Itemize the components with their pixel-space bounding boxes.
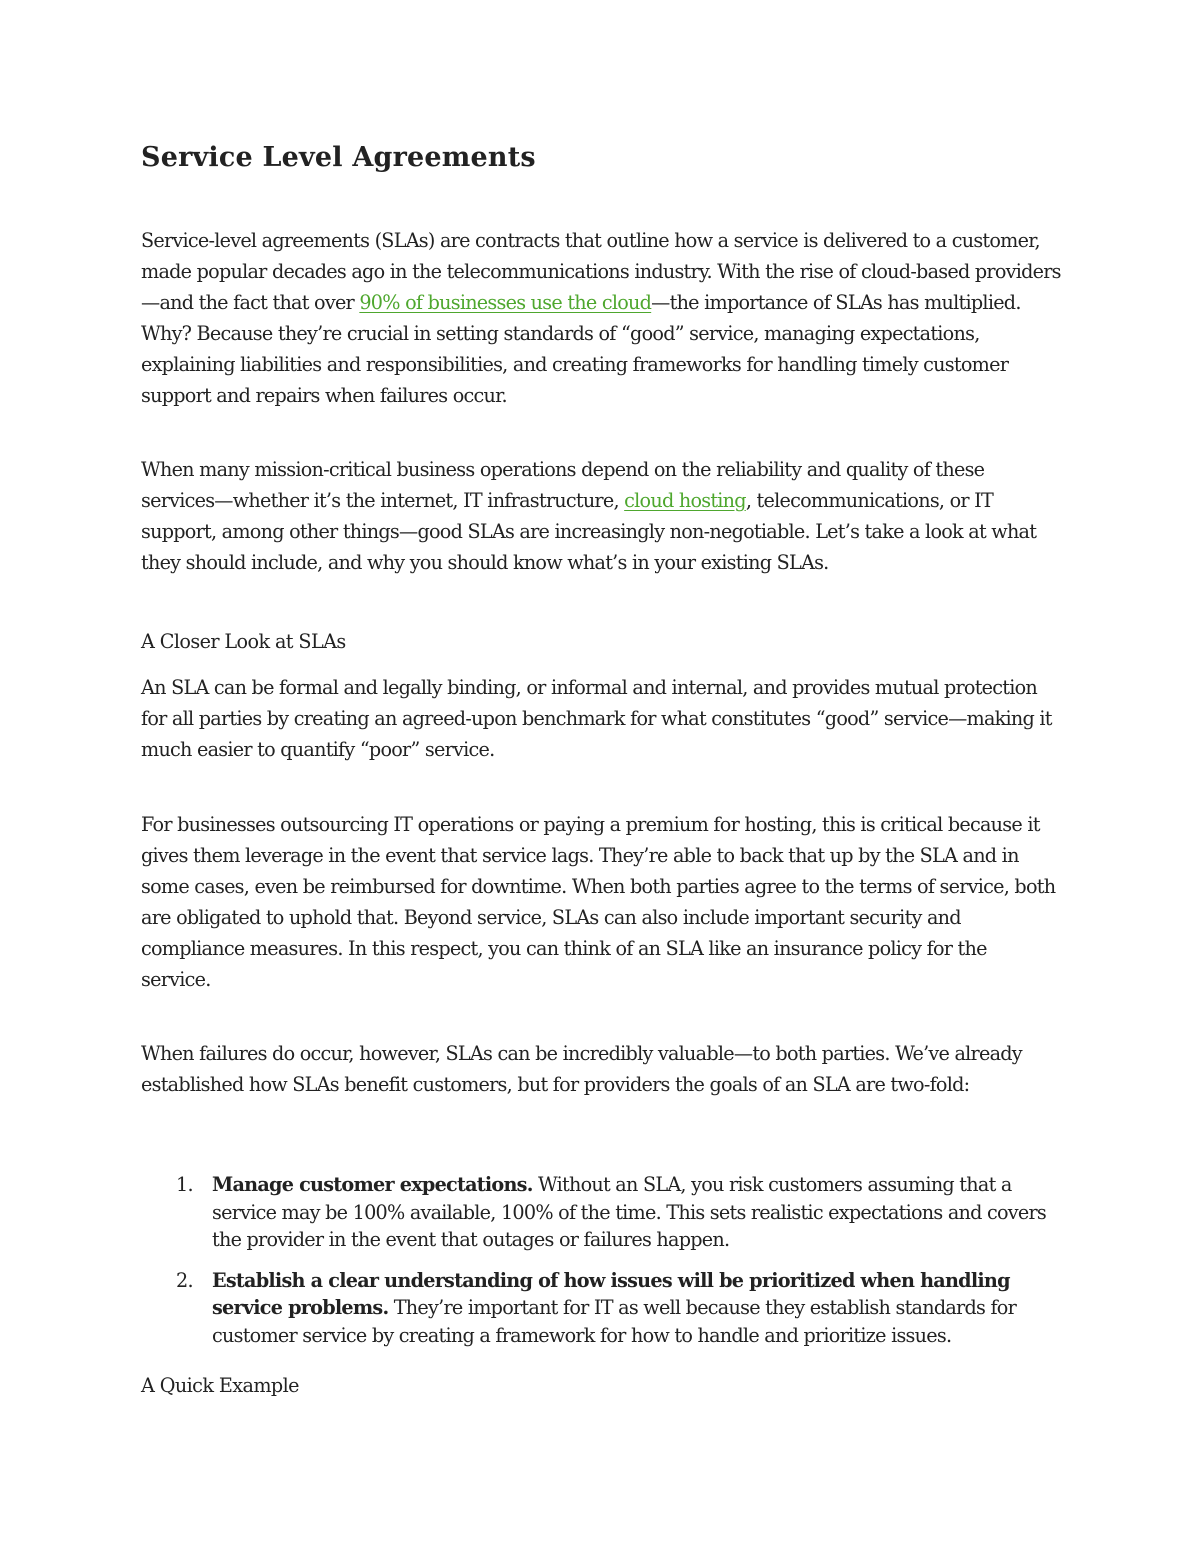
list-item-text: Without an SLA, you risk customers assuming that a service may be 100% available, 100% of the time. This sets realistic expectations and covers the provider in the event that outages or failures happen. [212, 1173, 1047, 1251]
section1-paragraph-3: When failures do occur, however, SLAs can be incredibly valuable—to both parties. We’ve already established how SLAs benefit customers, but for providers the goals of an SLA are two-fold: [141, 1042, 1022, 1096]
intro-paragraph-1 [141, 225, 1061, 411]
list-item-bold-lead: Manage customer expectations. [212, 1173, 533, 1196]
intro-p1-text-before: Service-level agreements (SLAs) are contracts that outline how a service is delivered to a customer, made popular decades ago in the telecommunications industry. With the rise of cloud-based providers—and the fact that over [141, 229, 1061, 314]
intro-p2-text-before: When many mission-critical business operations depend on the reliability and quality of these services—whether it’s the internet, IT infrastructure, [141, 458, 985, 512]
list-item-number: 1. [176, 1173, 193, 1196]
intro-paragraph-2 [141, 454, 1061, 578]
intro-p1-text-after: —the importance of SLAs has multiplied. Why? Because they’re crucial in setting standards of “good” service, managing expectations, explaining liabilities and responsibilities, and creating frameworks for handling timely customer support and repairs when failures occur. [141, 291, 1021, 407]
section-heading-quick-example: A Quick Example [141, 1374, 299, 1397]
section-heading-closer-look: A Closer Look at SLAs [141, 630, 346, 653]
list-item-number: 2. [176, 1268, 193, 1292]
intro-p2-text-after: , telecommunications, or IT support, among other things—good SLAs are increasingly non-negotiable. Let’s take a look at what they should include, and why you should know what’s in your existing SLAs. [141, 489, 1037, 574]
document-title: Service Level Agreements [141, 142, 536, 173]
section1-paragraph-1: An SLA can be formal and legally binding, or informal and internal, and provides mutual protection for all parties by creating an agreed-upon benchmark for what constitutes “good” service—making it much easier to quantify “poor” service. [141, 676, 1052, 761]
section1-paragraph-2: For businesses outsourcing IT operations or paying a premium for hosting, this is critical because it gives them leverage in the event that service lags. They’re able to back that up by the SLA and in some cases, even be reimbursed for downtime. When both parties agree to the terms of service, both are obligated to uphold that. Beyond service, SLAs can also include important security and compliance measures. In this respect, you can think of an SLA like an insurance policy for the service. [141, 813, 1056, 991]
businesses-cloud-link[interactable]: 90% of businesses use the cloud [359, 291, 652, 314]
goals-list [141, 1171, 1061, 1362]
list-item [141, 1267, 1061, 1350]
cloud-hosting-link[interactable]: cloud hosting [624, 489, 746, 512]
list-item-bold-lead: Establish a clear understanding of how issues will be prioritized when handling service problems. [212, 1268, 1010, 1319]
list-item [141, 1171, 1061, 1254]
list-item-text: They’re important for IT as well because they establish standards for customer service by creating a framework for how to handle and prioritize issues. [212, 1296, 1017, 1347]
